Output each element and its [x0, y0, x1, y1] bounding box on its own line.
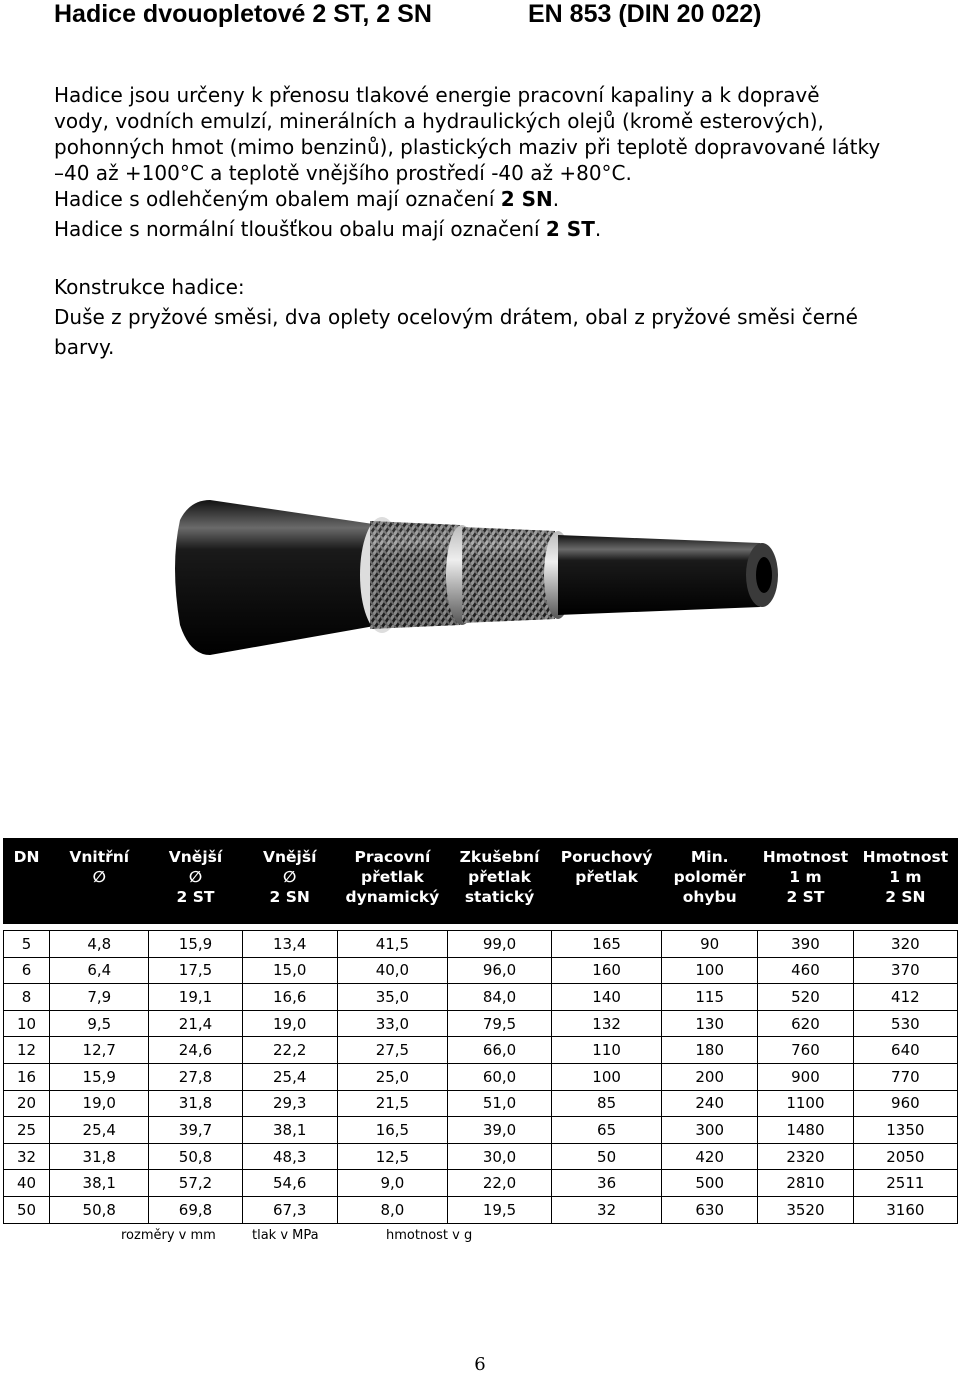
table-cell: 40,0 — [337, 957, 447, 984]
st-dot: . — [594, 217, 602, 241]
header-line: ∅ — [283, 868, 297, 886]
table-row — [4, 1143, 958, 1170]
column-header — [448, 839, 552, 924]
table-header-row — [4, 839, 958, 924]
table-cell: 140 — [552, 984, 662, 1011]
table-cell: 96,0 — [448, 957, 552, 984]
table-cell: 25,4 — [50, 1117, 149, 1144]
units-mass: hmotnost v g — [386, 1228, 473, 1243]
table-row — [4, 984, 958, 1011]
column-header — [337, 839, 447, 924]
construction-heading: Konstrukce hadice: — [54, 275, 245, 299]
table-cell: 50,8 — [149, 1143, 242, 1170]
table-cell: 25 — [4, 1117, 50, 1144]
table-row — [4, 1010, 958, 1037]
table-cell: 960 — [853, 1090, 957, 1117]
table-cell: 520 — [758, 984, 854, 1011]
table-cell: 38,1 — [50, 1170, 149, 1197]
table-row — [4, 1170, 958, 1197]
table-cell: 90 — [662, 931, 758, 958]
table-cell: 27,5 — [337, 1037, 447, 1064]
table-cell: 21,4 — [149, 1010, 242, 1037]
table-cell: 115 — [662, 984, 758, 1011]
table-cell: 19,0 — [50, 1090, 149, 1117]
column-header — [552, 839, 662, 924]
table-cell: 22,0 — [448, 1170, 552, 1197]
table-cell: 22,2 — [242, 1037, 337, 1064]
table-cell: 370 — [853, 957, 957, 984]
table-cell: 240 — [662, 1090, 758, 1117]
table-cell: 32 — [552, 1196, 662, 1223]
table-row — [4, 1196, 958, 1223]
header-line: Vnější — [262, 848, 317, 866]
table-cell: 8 — [4, 984, 50, 1011]
units-pressure: tlak v MPa — [252, 1228, 319, 1243]
construction-paragraph — [54, 274, 914, 360]
header-line: ohybu — [682, 888, 737, 906]
table-cell: 6 — [4, 957, 50, 984]
outer-cover — [175, 500, 380, 655]
table-cell: 85 — [552, 1090, 662, 1117]
table-cell: 35,0 — [337, 984, 447, 1011]
table-cell: 31,8 — [50, 1143, 149, 1170]
table-cell: 54,6 — [242, 1170, 337, 1197]
st-text: Hadice s normální tloušťkou obalu mají označení — [54, 217, 546, 241]
table-cell: 33,0 — [337, 1010, 447, 1037]
table-cell: 27,8 — [149, 1063, 242, 1090]
intro-line: vody, vodních emulzí, minerálních a hydraulických olejů (kromě esterových), — [54, 109, 824, 133]
table-cell: 41,5 — [337, 931, 447, 958]
header-line: 2 SN — [885, 888, 926, 906]
table-cell: 21,5 — [337, 1090, 447, 1117]
table-cell: 31,8 — [149, 1090, 242, 1117]
st-mark: 2 ST — [545, 217, 595, 241]
table-cell: 13,4 — [242, 931, 337, 958]
construction-line: barvy. — [54, 335, 115, 359]
table-cell: 40 — [4, 1170, 50, 1197]
header-line: 2 SN — [269, 888, 310, 906]
table-cell: 25,0 — [337, 1063, 447, 1090]
table-cell: 165 — [552, 931, 662, 958]
sn-mark: 2 SN — [500, 187, 553, 211]
table-cell: 3160 — [853, 1196, 957, 1223]
table-row — [4, 957, 958, 984]
column-header — [4, 839, 50, 924]
table-cell: 9,5 — [50, 1010, 149, 1037]
table-cell: 60,0 — [448, 1063, 552, 1090]
table-cell: 630 — [662, 1196, 758, 1223]
header-line: 1 m — [889, 868, 922, 886]
column-header — [149, 839, 242, 924]
table-cell: 100 — [552, 1063, 662, 1090]
column-header — [758, 839, 854, 924]
st-sentence — [54, 216, 914, 242]
table-cell: 9,0 — [337, 1170, 447, 1197]
header-line: přetlak — [575, 868, 638, 886]
table-cell: 130 — [662, 1010, 758, 1037]
table-cell: 12 — [4, 1037, 50, 1064]
table-cell: 50,8 — [50, 1196, 149, 1223]
header-line: Vnitřní — [69, 848, 130, 866]
table-cell: 390 — [758, 931, 854, 958]
table-cell: 12,7 — [50, 1037, 149, 1064]
sn-dot: . — [552, 187, 560, 211]
table-cell: 15,0 — [242, 957, 337, 984]
page-number: 6 — [474, 1354, 486, 1375]
header-line: Pracovní — [354, 848, 431, 866]
intro-paragraph — [54, 82, 914, 242]
table-cell: 1100 — [758, 1090, 854, 1117]
header-line: 2 ST — [786, 888, 825, 906]
table-cell: 25,4 — [242, 1063, 337, 1090]
table-cell: 530 — [853, 1010, 957, 1037]
table-cell: 29,3 — [242, 1090, 337, 1117]
table-cell: 5 — [4, 931, 50, 958]
table-cell: 30,0 — [448, 1143, 552, 1170]
table-row — [4, 1090, 958, 1117]
table-cell: 20 — [4, 1090, 50, 1117]
table-cell: 32 — [4, 1143, 50, 1170]
inner-tube — [558, 535, 760, 615]
header-line: statický — [464, 888, 535, 906]
table-cell: 110 — [552, 1037, 662, 1064]
table-cell: 320 — [853, 931, 957, 958]
table-cell: 16,6 — [242, 984, 337, 1011]
header-line: dynamický — [345, 888, 440, 906]
table-cell: 24,6 — [149, 1037, 242, 1064]
spec-table — [3, 838, 958, 1224]
sn-sentence — [54, 186, 914, 212]
table-cell: 39,0 — [448, 1117, 552, 1144]
table-cell: 2320 — [758, 1143, 854, 1170]
table-cell: 100 — [662, 957, 758, 984]
table-cell: 16,5 — [337, 1117, 447, 1144]
title-product: Hadice dvouopletové 2 ST, 2 SN — [54, 0, 432, 28]
table-row — [4, 1117, 958, 1144]
table-cell: 50 — [552, 1143, 662, 1170]
header-line: 2 ST — [176, 888, 215, 906]
table-cell: 2810 — [758, 1170, 854, 1197]
header-line: přetlak — [361, 868, 424, 886]
table-body — [4, 931, 958, 1224]
table-cell: 19,5 — [448, 1196, 552, 1223]
table-cell: 39,7 — [149, 1117, 242, 1144]
header-line: poloměr — [673, 868, 746, 886]
title-standard: EN 853 (DIN 20 022) — [528, 0, 762, 28]
page-title — [54, 0, 920, 34]
column-header — [662, 839, 758, 924]
table-cell: 50 — [4, 1196, 50, 1223]
table-cell: 2050 — [853, 1143, 957, 1170]
header-line: 1 m — [789, 868, 822, 886]
header-line: Zkušební — [459, 848, 540, 866]
table-cell: 900 — [758, 1063, 854, 1090]
table-cell: 15,9 — [149, 931, 242, 958]
header-line: přetlak — [468, 868, 531, 886]
table-cell: 66,0 — [448, 1037, 552, 1064]
header-line: ∅ — [92, 868, 106, 886]
table-cell: 8,0 — [337, 1196, 447, 1223]
column-header — [50, 839, 149, 924]
intro-line: –40 až +100°C a teplotě vnějšího prostředí -40 až +80°C. — [54, 161, 632, 185]
table-cell: 4,8 — [50, 931, 149, 958]
table-row — [4, 1063, 958, 1090]
table-cell: 19,1 — [149, 984, 242, 1011]
table-row — [4, 931, 958, 958]
table-cell: 760 — [758, 1037, 854, 1064]
table-cell: 500 — [662, 1170, 758, 1197]
column-header — [242, 839, 337, 924]
table-cell: 69,8 — [149, 1196, 242, 1223]
table-cell: 57,2 — [149, 1170, 242, 1197]
table-cell: 10 — [4, 1010, 50, 1037]
table-cell: 36 — [552, 1170, 662, 1197]
tube-bore — [756, 557, 772, 593]
table-cell: 51,0 — [448, 1090, 552, 1117]
table-cell: 770 — [853, 1063, 957, 1090]
header-line: Hmotnost — [762, 848, 849, 866]
header-line: Vnější — [168, 848, 223, 866]
table-cell: 15,9 — [50, 1063, 149, 1090]
header-line: DN — [13, 848, 40, 866]
table-cell: 420 — [662, 1143, 758, 1170]
units-dimensions: rozměry v mm — [121, 1228, 216, 1243]
intro-line: Hadice jsou určeny k přenosu tlakové energie pracovní kapaliny a k dopravě — [54, 83, 820, 107]
table-cell: 38,1 — [242, 1117, 337, 1144]
table-cell: 180 — [662, 1037, 758, 1064]
table-cell: 3520 — [758, 1196, 854, 1223]
table-cell: 412 — [853, 984, 957, 1011]
table-cell: 19,0 — [242, 1010, 337, 1037]
table-cell: 160 — [552, 957, 662, 984]
table-cell: 48,3 — [242, 1143, 337, 1170]
table-cell: 460 — [758, 957, 854, 984]
table-cell: 16 — [4, 1063, 50, 1090]
table-cell: 6,4 — [50, 957, 149, 984]
hose-illustration — [170, 495, 810, 665]
table-cell: 1350 — [853, 1117, 957, 1144]
table-cell: 7,9 — [50, 984, 149, 1011]
table-cell: 65 — [552, 1117, 662, 1144]
sn-text: Hadice s odlehčeným obalem mají označení — [54, 187, 501, 211]
table-cell: 132 — [552, 1010, 662, 1037]
table-cell: 200 — [662, 1063, 758, 1090]
table-cell: 79,5 — [448, 1010, 552, 1037]
table-cell: 620 — [758, 1010, 854, 1037]
header-line: Hmotnost — [862, 848, 949, 866]
intro-line: pohonných hmot (mimo benzinů), plastických maziv při teplotě dopravované látky — [54, 135, 881, 159]
header-line: ∅ — [188, 868, 203, 886]
header-line: Poruchový — [560, 848, 653, 866]
table-cell: 640 — [853, 1037, 957, 1064]
table-cell: 2511 — [853, 1170, 957, 1197]
table-cell: 84,0 — [448, 984, 552, 1011]
column-header — [853, 839, 957, 924]
table-cell: 99,0 — [448, 931, 552, 958]
table-cell: 67,3 — [242, 1196, 337, 1223]
table-cell: 12,5 — [337, 1143, 447, 1170]
table-cell: 17,5 — [149, 957, 242, 984]
table-cell: 1480 — [758, 1117, 854, 1144]
construction-line: Duše z pryžové směsi, dva oplety ocelovým drátem, obal z pryžové směsi černé — [54, 305, 858, 329]
table-row — [4, 1037, 958, 1064]
header-gap — [4, 924, 958, 931]
table-cell: 300 — [662, 1117, 758, 1144]
header-line: Min. — [690, 848, 729, 866]
